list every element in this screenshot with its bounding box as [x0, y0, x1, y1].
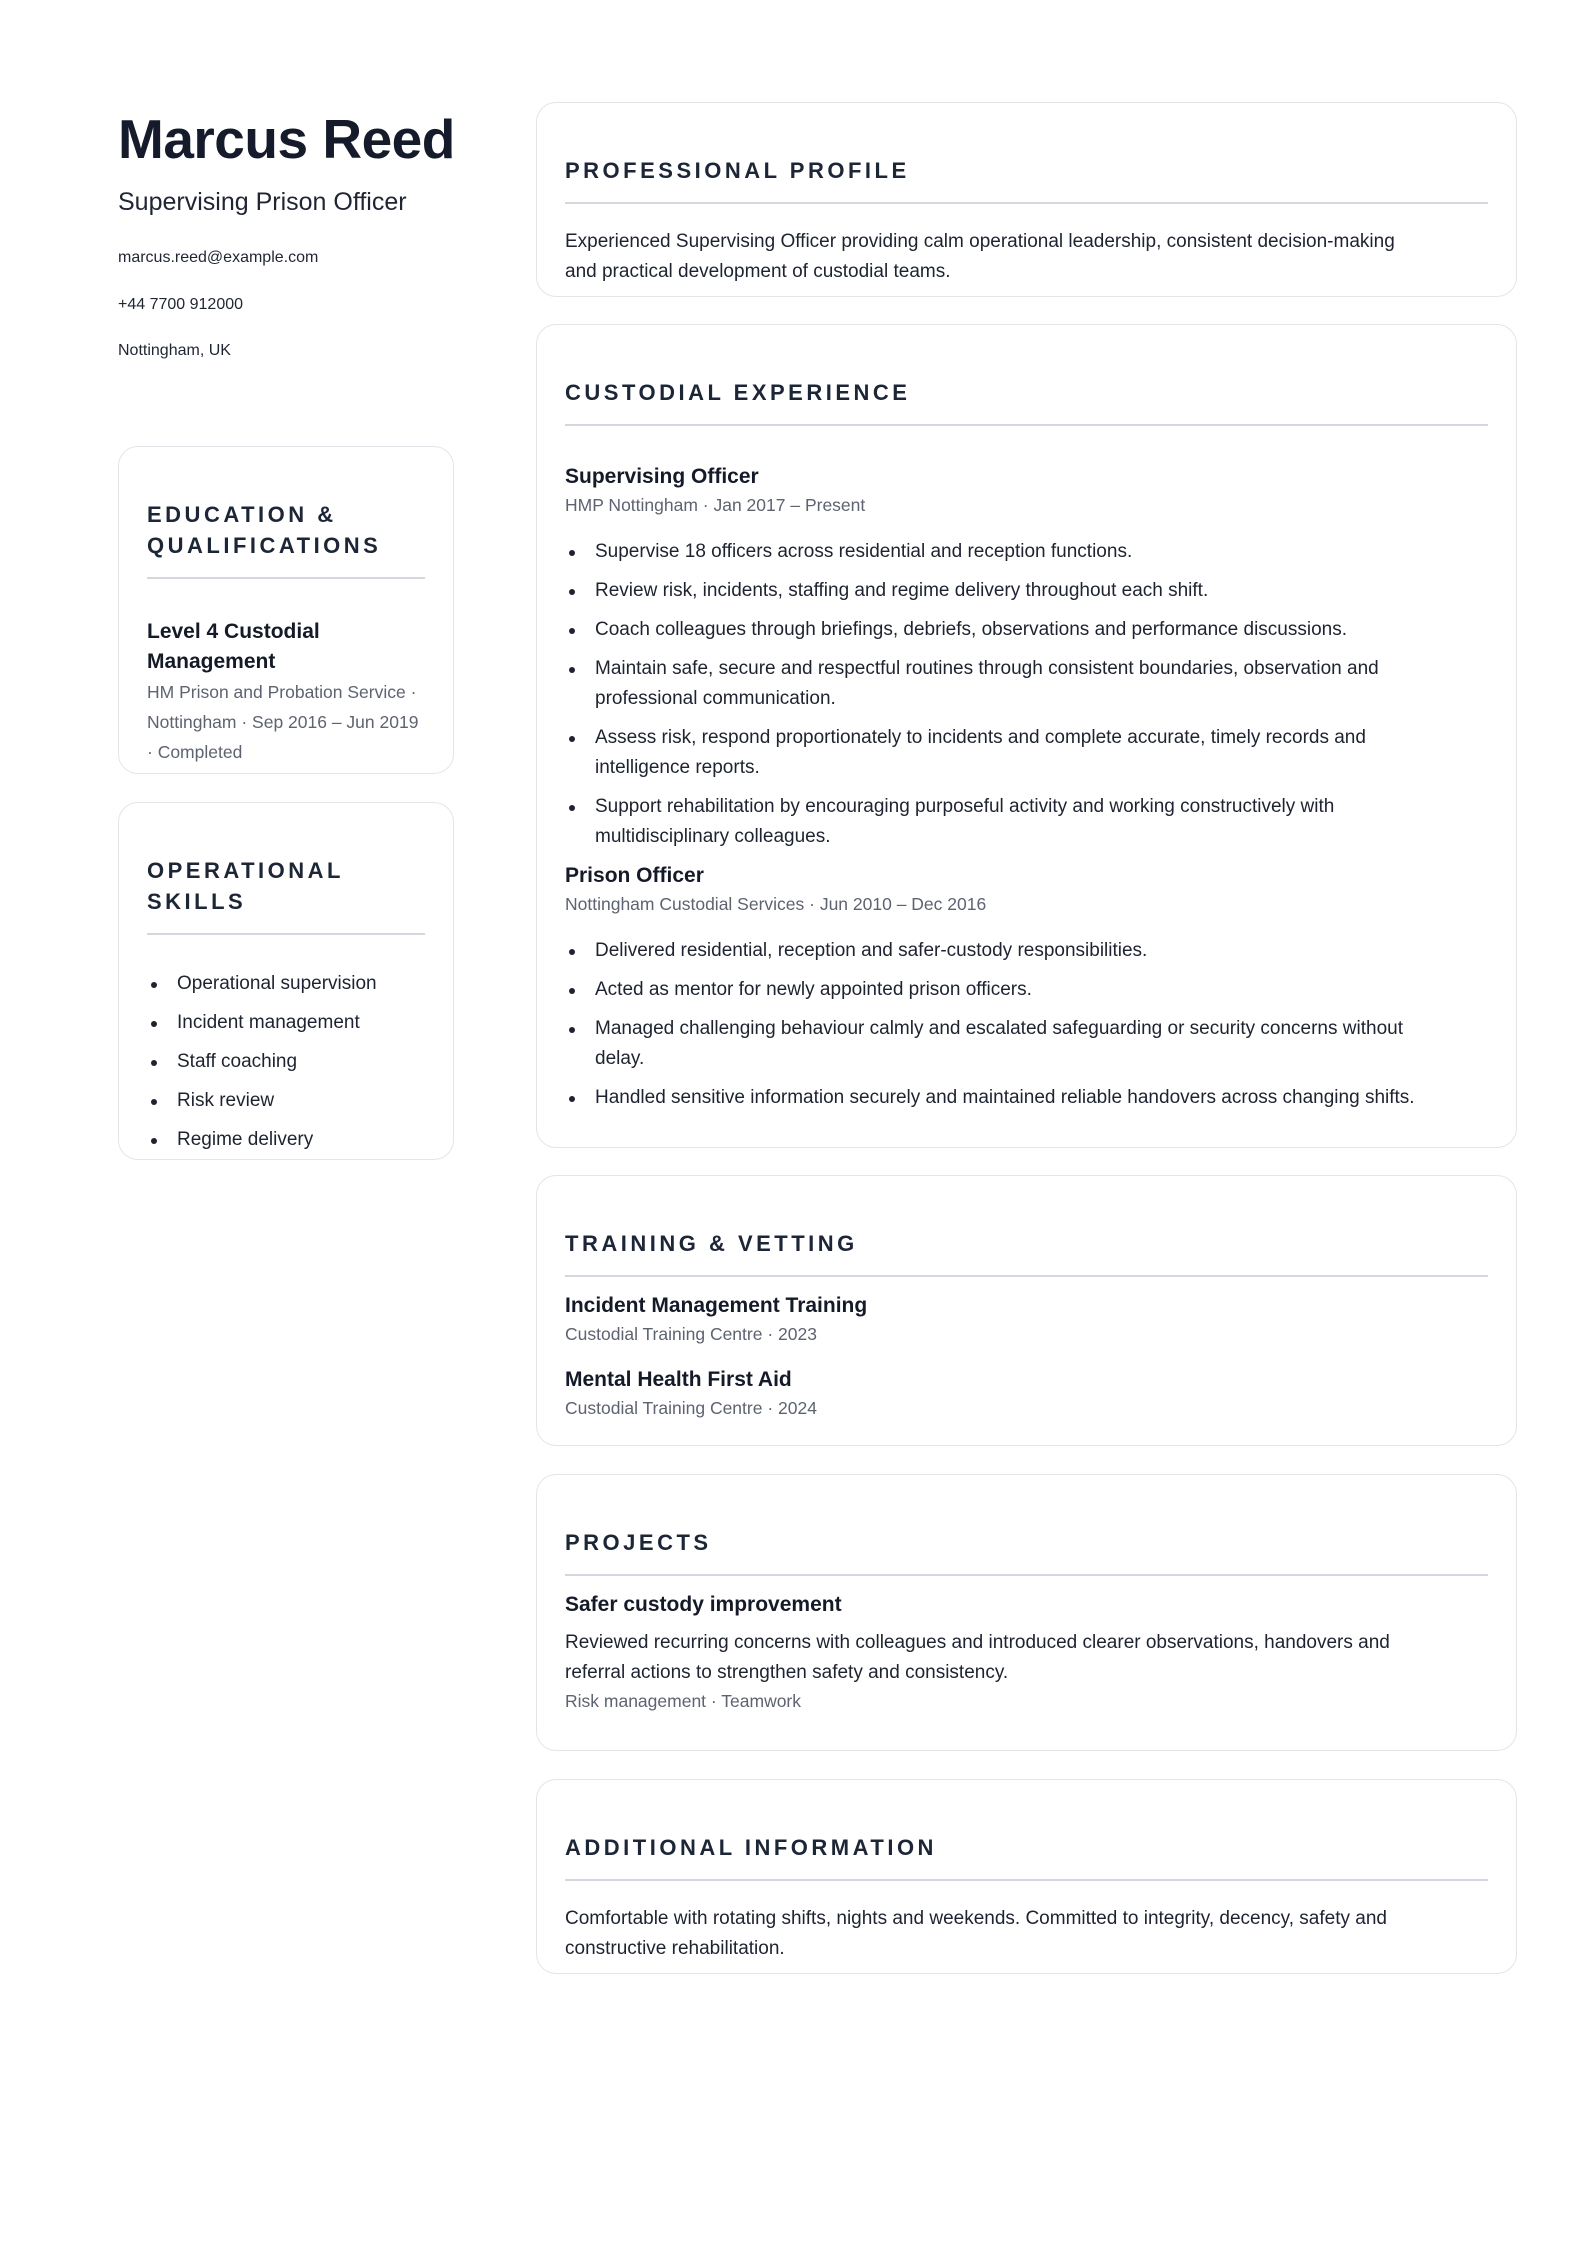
projects-section-title: PROJECTS	[565, 1530, 712, 1555]
skills-section-title	[147, 855, 425, 917]
qualification-title-line-2: Management	[147, 650, 276, 673]
job-title: Supervising Officer	[565, 465, 759, 488]
profile-summary	[565, 227, 1488, 287]
candidate-name: Marcus Reed	[118, 108, 455, 170]
job-title: Prison Officer	[565, 864, 704, 887]
candidate-headline: Supervising Prison Officer	[118, 188, 407, 216]
profile-summary-line-2: and practical development of custodial teams.	[565, 261, 951, 282]
training-title: Incident Management Training	[565, 1294, 868, 1317]
list-item: Handled sensitive information securely and maintained reliable handovers across changing shifts.	[595, 1083, 1488, 1113]
section-divider	[565, 202, 1488, 204]
additional-section-title: ADDITIONAL INFORMATION	[565, 1835, 937, 1860]
experience-section-title: CUSTODIAL EXPERIENCE	[565, 380, 911, 405]
education-card	[118, 446, 454, 774]
qualification-meta-line-2: Nottingham · Sep 2016 – Jun 2019	[147, 712, 419, 732]
list-item: Maintain safe, secure and respectful routines through consistent boundaries, observation and professional communication.	[595, 654, 1488, 714]
job-bullets	[565, 537, 1488, 852]
job-bullets	[565, 936, 1488, 1113]
skills-title-line-1: OPERATIONAL	[147, 858, 344, 883]
section-divider	[565, 1879, 1488, 1881]
list-item: Supervise 18 officers across residential and reception functions.	[595, 537, 1488, 567]
skills-card	[118, 802, 454, 1160]
additional-text	[565, 1904, 1488, 1964]
training-title: Mental Health First Aid	[565, 1368, 792, 1391]
education-title-line-1: EDUCATION &	[147, 502, 337, 527]
projects-card	[536, 1474, 1517, 1751]
profile-section-title: PROFESSIONAL PROFILE	[565, 158, 910, 183]
qualification-meta	[147, 677, 425, 767]
education-entry	[147, 617, 425, 767]
profile-summary-line-1: Experienced Supervising Officer providing calm operational leadership, consistent decision-making	[565, 231, 1395, 252]
job-meta: HMP Nottingham · Jan 2017 – Present	[565, 495, 866, 515]
job-entry	[565, 462, 1488, 852]
skills-title-line-2: SKILLS	[147, 889, 247, 914]
email-text[interactable]: marcus.reed@example.com	[118, 249, 319, 266]
education-title-line-2: QUALIFICATIONS	[147, 533, 382, 558]
phone-text: +44 7700 912000	[118, 296, 244, 313]
list-item: Managed challenging behaviour calmly and escalated safeguarding or security concerns without delay.	[595, 1014, 1488, 1074]
section-divider	[565, 424, 1488, 426]
job-entry	[565, 861, 1488, 1113]
training-meta: Custodial Training Centre · 2023	[565, 1324, 817, 1344]
additional-info-card	[536, 1779, 1517, 1974]
list-item: Support rehabilitation by encouraging purposeful activity and working constructively with multidisciplinary colleagues.	[595, 792, 1488, 852]
list-item: Delivered residential, reception and safer-custody responsibilities.	[595, 936, 1488, 966]
list-item: Review risk, incidents, staffing and regime delivery throughout each shift.	[595, 576, 1488, 606]
project-title: Safer custody improvement	[565, 1593, 842, 1616]
training-section-title: TRAINING & VETTING	[565, 1231, 858, 1256]
training-entry	[565, 1365, 1488, 1421]
job-meta: Nottingham Custodial Services · Jun 2010 – Dec 2016	[565, 894, 987, 914]
list-item: Acted as mentor for newly appointed prison officers.	[595, 975, 1488, 1005]
list-item: Coach colleagues through briefings, debriefs, observations and performance discussions.	[595, 615, 1488, 645]
additional-text-line-2: constructive rehabilitation.	[565, 1938, 785, 1959]
project-description	[565, 1628, 1488, 1688]
location-text: Nottingham, UK	[118, 342, 231, 359]
education-section-title	[147, 499, 425, 561]
list-item: Risk review	[177, 1086, 425, 1116]
section-divider	[147, 577, 425, 579]
project-description-line-1: Reviewed recurring concerns with colleagues and introduced clearer observations, handovers and	[565, 1632, 1390, 1653]
list-item: Assess risk, respond proportionately to incidents and complete accurate, timely records and intelligence reports.	[595, 723, 1488, 783]
list-item: Staff coaching	[177, 1047, 425, 1077]
project-tags: Risk management · Teamwork	[565, 1691, 802, 1711]
list-item: Operational supervision	[177, 969, 425, 999]
skills-list	[147, 969, 425, 1155]
list-item: Incident management	[177, 1008, 425, 1038]
training-meta: Custodial Training Centre · 2024	[565, 1398, 817, 1418]
section-divider	[565, 1574, 1488, 1576]
project-description-line-2: referral actions to strengthen safety and consistency.	[565, 1662, 1009, 1683]
qualification-meta-line-3: · Completed	[147, 742, 243, 762]
section-divider	[565, 1275, 1488, 1277]
training-entry	[565, 1291, 1488, 1347]
profile-card	[536, 102, 1517, 297]
training-card	[536, 1175, 1517, 1446]
list-item: Regime delivery	[177, 1125, 425, 1155]
qualification-meta-line-1: HM Prison and Probation Service ·	[147, 682, 417, 702]
qualification-title-line-1: Level 4 Custodial	[147, 620, 320, 643]
qualification-title	[147, 617, 425, 677]
experience-card	[536, 324, 1517, 1148]
section-divider	[147, 933, 425, 935]
additional-text-line-1: Comfortable with rotating shifts, nights and weekends. Committed to integrity, decency, safety and	[565, 1908, 1387, 1929]
